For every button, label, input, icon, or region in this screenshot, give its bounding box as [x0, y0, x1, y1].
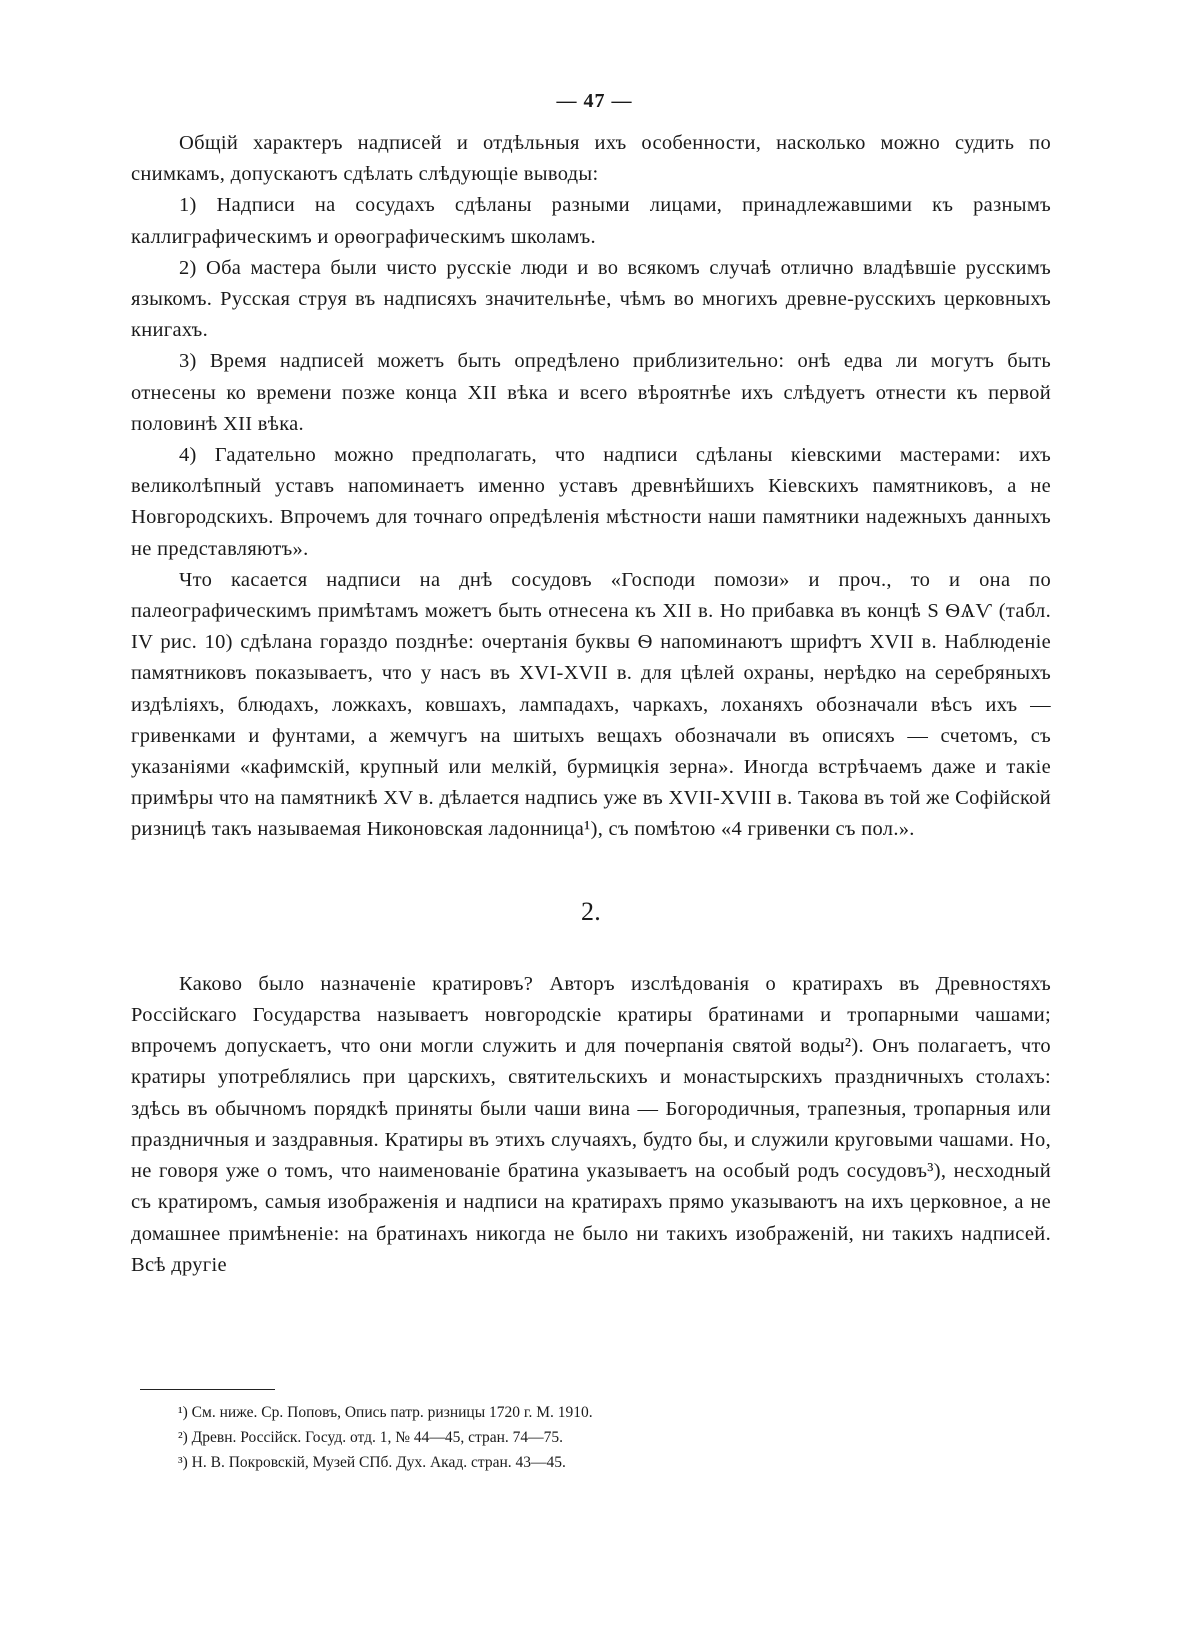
paragraph: Каково было назначенiе кратировъ? Авторъ изслѣдованiя о кратирахъ въ Древностяхъ Россiйскаго Государства называетъ новгородскiе кратиры братинами и тропарными чашами; впрочемъ допускаетъ, что они могли служить и для почерпанiя святой воды²). Онъ полагаетъ, что кратиры употреблялись при царскихъ, святительскихъ и монастырскихъ праздничныхъ столахъ: здѣсь въ обычномъ порядкѣ приняты были чаши вина — Богородичныя, трапезныя, тропарныя или праздничныя и заздравныя. Кратиры въ этихъ случаяхъ, будто бы, и служили круговыми чашами. Но, не говоря уже о томъ, что наименованiе братина указываетъ на особый родъ сосудовъ³), несходный съ кратиромъ, самыя изображенiя и надписи на кратирахъ прямо указываютъ на ихъ церковное, а не домашнее примѣненiе: на братинахъ никогда не было ни такихъ изображенiй, ни такихъ надписей. Всѣ другiе	[131, 972, 1051, 1276]
footnotes	[178, 1400, 978, 1475]
paragraph: 1) Надписи на сосудахъ сдѣланы разными лицами, принадлежавшими къ разнымъ каллиграфическимъ и орѳографическимъ школамъ.	[131, 194, 1051, 248]
footnote: ¹) См. ниже. Ср. Поповъ, Опись патр. ризницы 1720 г. М. 1910.	[178, 1404, 593, 1421]
section-heading: 2.	[580, 896, 602, 926]
paragraph: Общiй характеръ надписей и отдѣльныя ихъ особенности, насколько можно судить по снимкамъ, допускаютъ сдѣлать слѣдующiе выводы:	[131, 132, 1051, 186]
paragraph: 4) Гадательно можно предполагать, что надписи сдѣланы кiевскими мастерами: ихъ великолѣпный уставъ напоминаетъ именно уставъ древнѣйшихъ Кiевскихъ памятниковъ, а не Новгородскихъ. Впрочемъ для точнаго опредѣленiя мѣстности наши памятники надежныхъ данныхъ не представляютъ».	[131, 444, 1051, 560]
paragraph: 2) Оба мастера были чисто русскiе люди и во всякомъ случаѣ отлично владѣвшiе русскимъ языкомъ. Русская струя въ надписяхъ значительнѣе, чѣмъ во многихъ древне-русскихъ церковныхъ книгахъ.	[131, 256, 1051, 342]
paragraph: 3) Время надписей можетъ быть опредѣлено приблизительно: онѣ едва ли могутъ быть отнесены ко времени позже конца XII вѣка и всего вѣроятнѣе ихъ слѣдуетъ отнести къ первой половинѣ XII вѣка.	[131, 350, 1051, 435]
page-number: — 47 —	[556, 90, 633, 112]
footnote: ²) Древн. Россiйск. Госуд. отд. 1, № 44—45, стран. 74—75.	[178, 1429, 564, 1446]
main-text	[131, 128, 1051, 1281]
paragraph: Что касается надписи на днѣ сосудовъ «Господи помози» и проч., то и она по палеографическимъ примѣтамъ можетъ быть отнесена къ XII в. Но прибавка въ концѣ S ѲѦѴ (табл. IV рис. 10) сдѣлана гораздо позднѣе: очертанiя буквы Ѳ напоминаютъ шрифтъ XVII в. Наблюденiе памятниковъ показываетъ, что у насъ въ XVI-XVII в. для цѣлей охраны, нерѣдко на серебряныхъ издѣлiяхъ, блюдахъ, ложкахъ, ковшахъ, лампадахъ, чаркахъ, лоханяхъ обозначали вѣсъ ихъ — гривенками и фунтами, а жемчугъ на шитыхъ вещахъ обозначали въ описяхъ — счетомъ, съ указанiями «кафимскiй, крупный или мелкiй, бурмицкiя зерна». Иногда встрѣчаемъ даже и такiе примѣры что на памятникѣ XV в. дѣлается надпись уже въ XVII-XVIII в. Такова въ той же Софiйской ризницѣ такъ называемая Никоновская ладонница¹), съ помѣтою «4 гривенки съ пол.».	[131, 568, 1051, 841]
footnote: ³) Н. В. Покровскiй, Музей СПб. Дух. Акад. стран. 43—45.	[178, 1454, 566, 1471]
footnote-divider	[140, 1389, 275, 1390]
